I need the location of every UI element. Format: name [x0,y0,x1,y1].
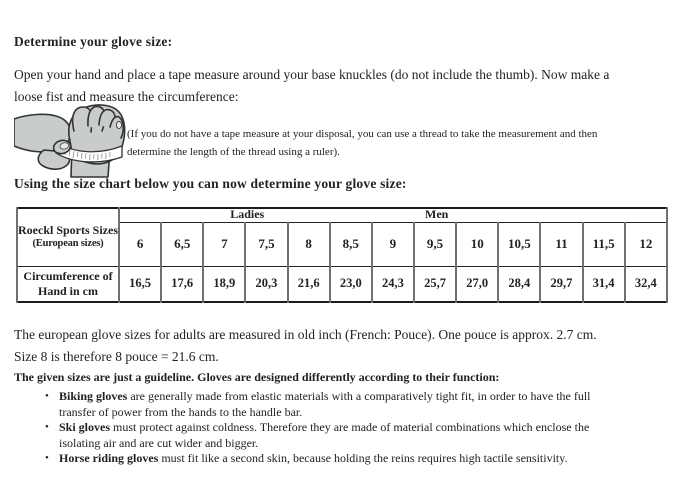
size-cell: 8 [288,222,330,266]
size-cell: 10,5 [498,222,540,266]
bullet-text: are generally made from elastic materials with a comparatively tight fit, in order to have the full transfer of power from the hands to the handle bar. [59,389,591,419]
size-cell: 10 [456,222,498,266]
circumference-header-line-2: Hand in cm [37,283,98,298]
glove-types-list [45,389,630,467]
size-cell: 9,5 [414,222,456,266]
size-cell: 12 [625,222,667,266]
table-row-circumference [17,266,667,302]
bullet-text: must fit like a second skin, because holding the reins requires high tactile sensitivity. [158,451,568,465]
size-cell: 7 [203,222,245,266]
circumference-cell: 28,4 [498,266,540,302]
circumference-cell: 24,3 [372,266,414,302]
pouce-paragraph [14,324,672,368]
corner-header-main: Roeckl Sports Sizes [18,223,118,238]
intro-line-1: Open your hand and place a tape measure around your base knuckles (do not include the thumb). Now make a [14,67,610,82]
list-item-ski-gloves [45,420,630,451]
corner-header-sub: (European sizes) [32,238,104,250]
circumference-cell: 18,9 [203,266,245,302]
bullet-icon: • [45,390,49,402]
bullet-icon: • [45,421,49,433]
circumference-cell: 23,0 [330,266,372,302]
size-cell: 7,5 [245,222,287,266]
circumference-cell: 32,4 [625,266,667,302]
circumference-cell: 17,6 [161,266,203,302]
figure-caption-line-2: determine the length of the thread using a ruler). [127,145,340,158]
circumference-header-line-1: Circumference of [23,268,113,283]
circumference-cell: 21,6 [288,266,330,302]
pouce-line-1: The european glove sizes for adults are measured in old inch (French: Pouce). One pouce is approx. 2.7 cm. [14,327,597,342]
circumference-cell: 25,7 [414,266,456,302]
pouce-line-2: Size 8 is therefore 8 pouce = 21.6 cm. [14,349,219,364]
size-cell: 8,5 [330,222,372,266]
heading-determine-glove-size: Determine your glove size: [14,34,173,49]
figure-caption [127,126,657,161]
glove-size-table [16,207,668,303]
group-label-ladies: Ladies [230,207,265,222]
figure-caption-line-1: (If you do not have a tape measure at your disposal, you can use a thread to take the measurement and then [127,128,598,140]
circumference-header-cell [17,266,119,302]
hand-tape-measure-illustration [14,101,126,179]
bullet-lead: Ski gloves [59,420,111,434]
group-label-men: Men [425,207,449,222]
size-cell: 11 [540,222,582,266]
size-cell: 6,5 [161,222,203,266]
list-item-biking-gloves [45,389,630,420]
intro-line-2: loose fist and measure the circumference: [14,89,239,104]
bullet-lead: Biking gloves [59,389,128,403]
corner-header-cell [17,208,119,266]
bullet-text: must protect against coldness. Therefore they are made of material combinations which enclose the isolating air and are cut wider and bigger. [59,420,590,450]
size-cell: 6 [119,222,161,266]
table-row-groups [17,208,667,222]
circumference-cell: 29,7 [540,266,582,302]
heading-size-chart: Using the size chart below you can now determine your glove size: [14,176,407,191]
group-header-cell [119,208,667,222]
bullet-lead: Horse riding gloves [59,451,159,465]
circumference-cell: 16,5 [119,266,161,302]
circumference-cell: 27,0 [456,266,498,302]
bullet-icon: • [45,452,49,464]
list-item-horse-riding-gloves [45,451,630,467]
circumference-cell: 31,4 [583,266,625,302]
size-cell: 11,5 [583,222,625,266]
guideline-heading: The given sizes are just a guideline. Gloves are designed differently according to their function: [14,370,500,384]
size-cell: 9 [372,222,414,266]
circumference-cell: 20,3 [245,266,287,302]
